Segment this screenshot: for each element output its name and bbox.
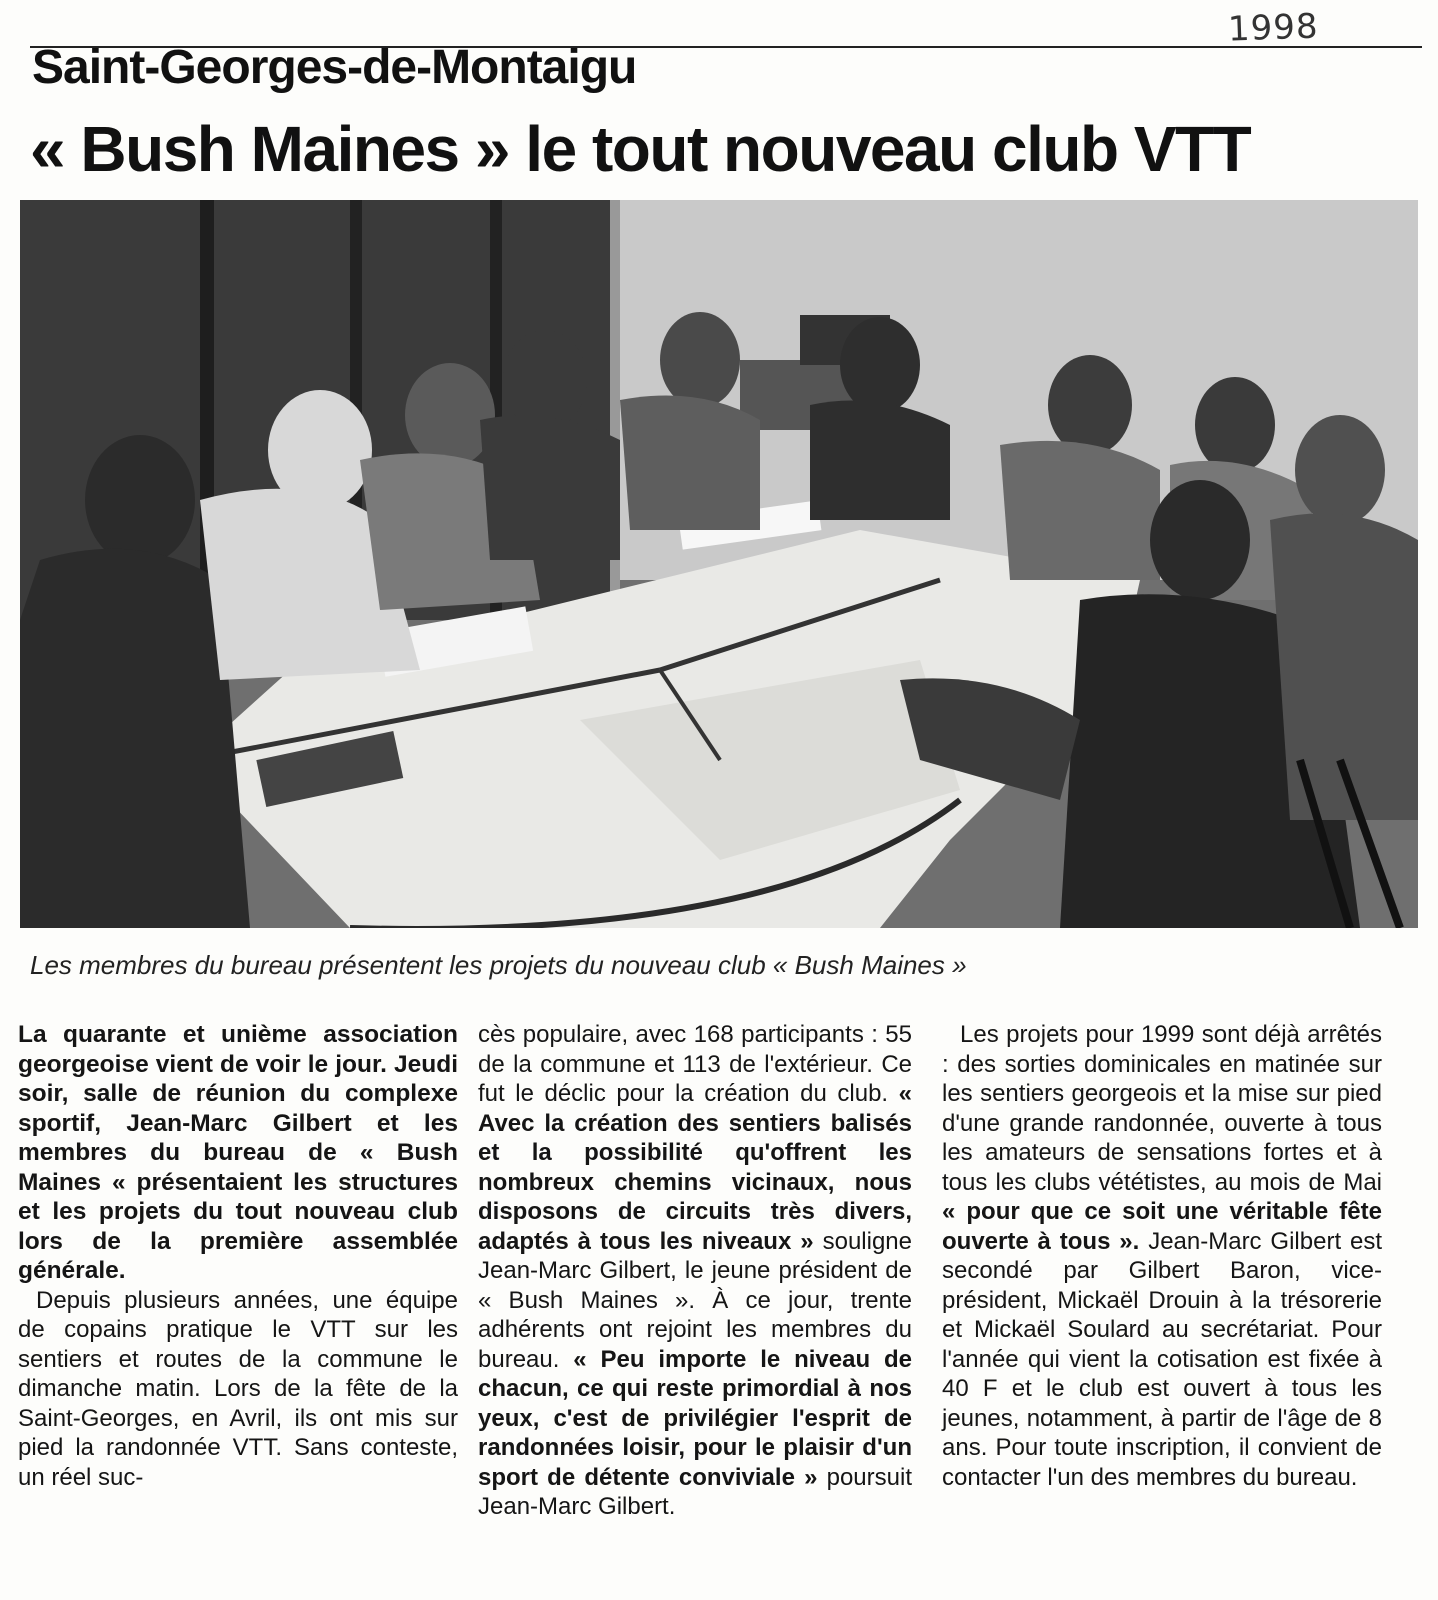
text-run: souligne Jean-Marc Gilbert, le jeune président de « Bush Maines ». À ce jour, trente adhérents ont rejoint les membres du bureau. <box>478 1227 912 1373</box>
article-paragraph <box>478 1020 912 1522</box>
handwritten-year: 1998 <box>1227 6 1320 50</box>
photo-caption: Les membres du bureau présentent les projets du nouveau club « Bush Maines » <box>30 950 967 980</box>
article-paragraph: Depuis plusieurs années, une équipe de copains pratique le VTT sur les sentiers et routes de la commune le dimanche matin. Lors de la fête de la Saint-Georges, en Avril, ils ont mis sur pied la randonnée VTT. Sans conteste, un réel suc- <box>18 1286 458 1491</box>
text-run: cès populaire, avec 168 participants : 55 de la commune et 113 de l'extérieur. Ce fut le déclic pour la création du club. <box>478 1021 912 1107</box>
text-run: Jean-Marc Gilbert est secondé par Gilbert Baron, vice-président, Mickaël Drouin à la trésorerie et Mickaël Soulard au secrétariat. Pour l'année qui vient la cotisation est fixée à 40 F et le club est ouvert à tous les jeunes, notamment, à partir de l'âge de 8 ans. Pour toute inscription, il convient de contacter l'un des membres du bureau. <box>942 1227 1382 1491</box>
quote-bold: « Peu importe le niveau de chacun, ce qui reste primordial à nos yeux, c'est de privilégier l'esprit de randonnées loisir, pour le plaisir d'un sport de détente conviviale » <box>478 1345 912 1491</box>
quote-bold: « pour que ce soit une véritable fête ouverte à tous ». <box>942 1198 1382 1255</box>
headline: « Bush Maines » le tout nouveau club VTT <box>30 113 1251 185</box>
article-column-3 <box>942 1020 1382 1492</box>
article-paragraph <box>942 1020 1382 1492</box>
text-run: Les projets pour 1999 sont déjà arrêtés : des sorties dominicales en matinée sur les sentiers georgeois et la mise sur pied d'une grande randonnée, ouverte à tous les amateurs de sensations fortes et à tous les clubs vététistes, au mois de Mai <box>942 1021 1382 1196</box>
quote-bold: « Avec la création des sentiers balisés et la possibilité qu'offrent les nombreux chemins vicinaux, nous disposons de circuits très divers, adaptés à tous les niveaux » <box>478 1080 912 1255</box>
text-run: poursuit Jean-Marc Gilbert. <box>478 1463 912 1520</box>
meeting-photo <box>20 200 1418 928</box>
article-lead: La quarante et unième association georgeoise vient de voir le jour. Jeudi soir, salle de réunion du complexe sportif, Jean-Marc Gilbert et les membres du bureau de « Bush Maines « présentaient les structures et les projets du tout nouveau club lors de la première assemblée générale. <box>18 1021 458 1284</box>
photo-illustration <box>20 200 1418 928</box>
locality-heading: Saint-Georges-de-Montaigu <box>32 41 637 94</box>
article-column-2 <box>478 1020 912 1522</box>
article-column-1 <box>18 1020 458 1492</box>
